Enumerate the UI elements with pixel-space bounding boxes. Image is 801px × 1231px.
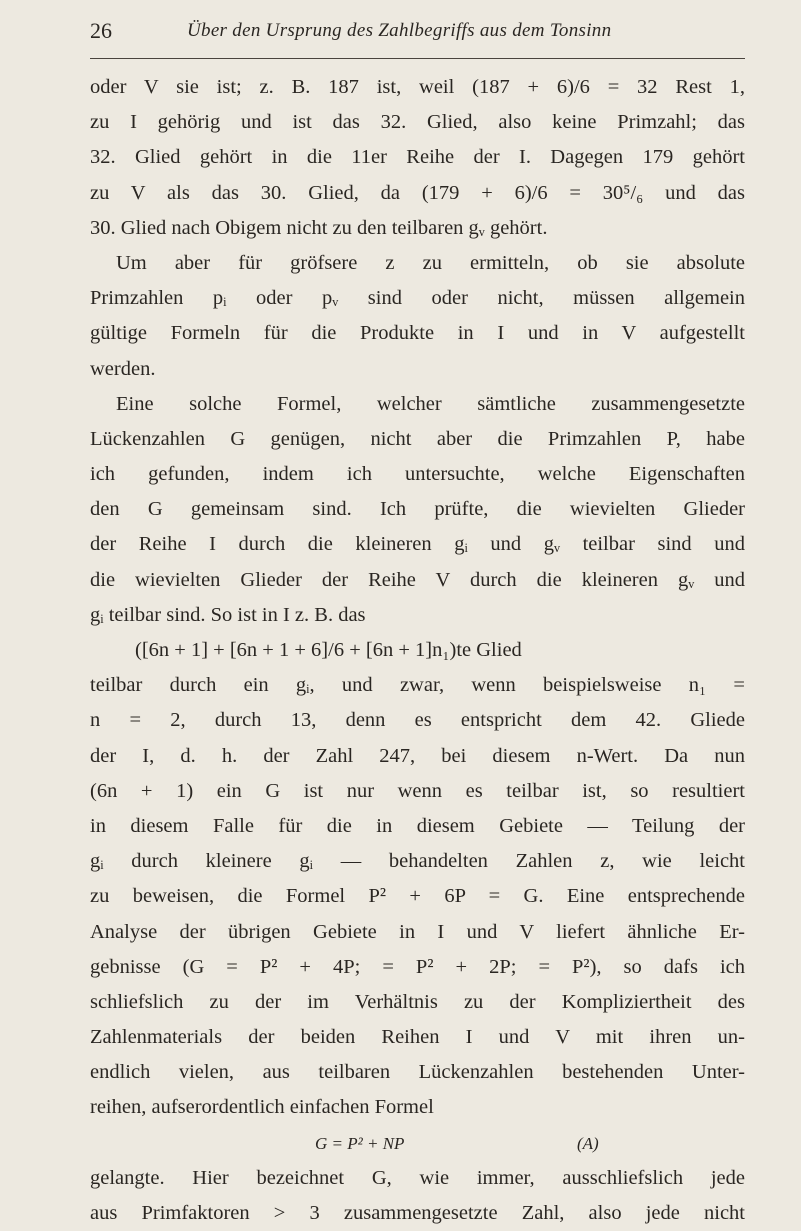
text-line: gelangte. Hier bezeichnet G, wie immer, ausschliefslich jede xyxy=(90,1166,745,1189)
text-line: 30. Glied nach Obigem nicht zu den teilbaren gᵥ gehört. xyxy=(90,216,548,239)
header-rule xyxy=(90,58,745,59)
formula-equation: G = P² + NP xyxy=(315,1133,405,1153)
text-line: werden. xyxy=(90,357,156,380)
text-line: Um aber für gröfsere z zu ermitteln, ob sie absolute xyxy=(116,251,745,274)
text-line: reihen, aufserordentlich einfachen Formel xyxy=(90,1096,434,1119)
text-line: aus Primfaktoren > 3 zusammengesetzte Zahl, also jede nicht xyxy=(90,1202,745,1224)
running-head xyxy=(40,18,761,44)
text-line: 32. Glied gehört in die 11er Reihe der I. Dagegen 179 gehört xyxy=(90,146,745,169)
text-line: der Reihe I durch die kleineren gᵢ und gᵥ teilbar sind und xyxy=(90,533,745,556)
running-title: Über den Ursprung des Zahlbegriffs aus dem Tonsinn xyxy=(187,20,612,41)
text-line: gültige Formeln für die Produkte in I und in V aufgestellt xyxy=(90,322,745,345)
text-line: teilbar durch ein gᵢ, und zwar, wenn beispielsweise n₁ = xyxy=(90,674,745,697)
text-line: Zahlenmaterials der beiden Reihen I und V mit ihren un- xyxy=(90,1026,745,1049)
formula-tag: (A) xyxy=(577,1133,599,1153)
text-line: in diesem Falle für die in diesem Gebiete — Teilung der xyxy=(90,814,745,837)
text-line: (6n + 1) ein G ist nur wenn es teilbar ist, so resultiert xyxy=(90,779,745,802)
text-line: zu I gehörig und ist das 32. Glied, also keine Primzahl; das xyxy=(90,111,745,134)
text-line: ([6n + 1] + [6n + 1 + 6]/6 + [6n + 1]n₁)te Glied xyxy=(135,639,522,661)
text-line: die wievielten Glieder der Reihe V durch die kleineren gᵥ und xyxy=(90,568,745,591)
text-line: Analyse der übrigen Gebiete in I und V liefert ähnliche Er- xyxy=(90,920,745,943)
text-line: der I, d. h. der Zahl 247, bei diesem n-Wert. Da nun xyxy=(90,744,745,767)
body-text xyxy=(90,70,745,1231)
text-line: zu V als das 30. Glied, da (179 + 6)/6 = 30⁵/₆ und das xyxy=(90,181,745,204)
text-line: endlich vielen, aus teilbaren Lückenzahlen bestehenden Unter- xyxy=(90,1061,745,1084)
text-line: oder V sie ist; z. B. 187 ist, weil (187 + 6)/6 = 32 Rest 1, xyxy=(90,76,745,98)
text-line: gᵢ teilbar sind. So ist in I z. B. das xyxy=(90,603,366,626)
text-line: gebnisse (G = P² + 4P; = P² + 2P; = P²), so dafs ich xyxy=(90,955,745,978)
text-line: gᵢ durch kleinere gᵢ — behandelten Zahlen z, wie leicht xyxy=(90,850,745,873)
text-line: Primzahlen pᵢ oder pᵥ sind oder nicht, müssen allgemein xyxy=(90,287,745,310)
text-line: schliefslich zu der im Verhältnis zu der Kompliziertheit des xyxy=(90,990,745,1013)
text-line: Eine solche Formel, welcher sämtliche zusammengesetzte xyxy=(116,392,745,415)
text-line: zu beweisen, die Formel P² + 6P = G. Eine entsprechende xyxy=(90,885,745,908)
text-line: n = 2, durch 13, denn es entspricht dem 42. Gliede xyxy=(90,709,745,732)
text-line: ich gefunden, indem ich untersuchte, welche Eigenschaften xyxy=(90,463,745,486)
text-line: Lückenzahlen G genügen, nicht aber die Primzahlen P, habe xyxy=(90,427,745,450)
display-formula xyxy=(90,1126,745,1161)
text-line: den G gemeinsam sind. Ich prüfte, die wievielten Glieder xyxy=(90,498,745,521)
page-number: 26 xyxy=(90,18,112,43)
